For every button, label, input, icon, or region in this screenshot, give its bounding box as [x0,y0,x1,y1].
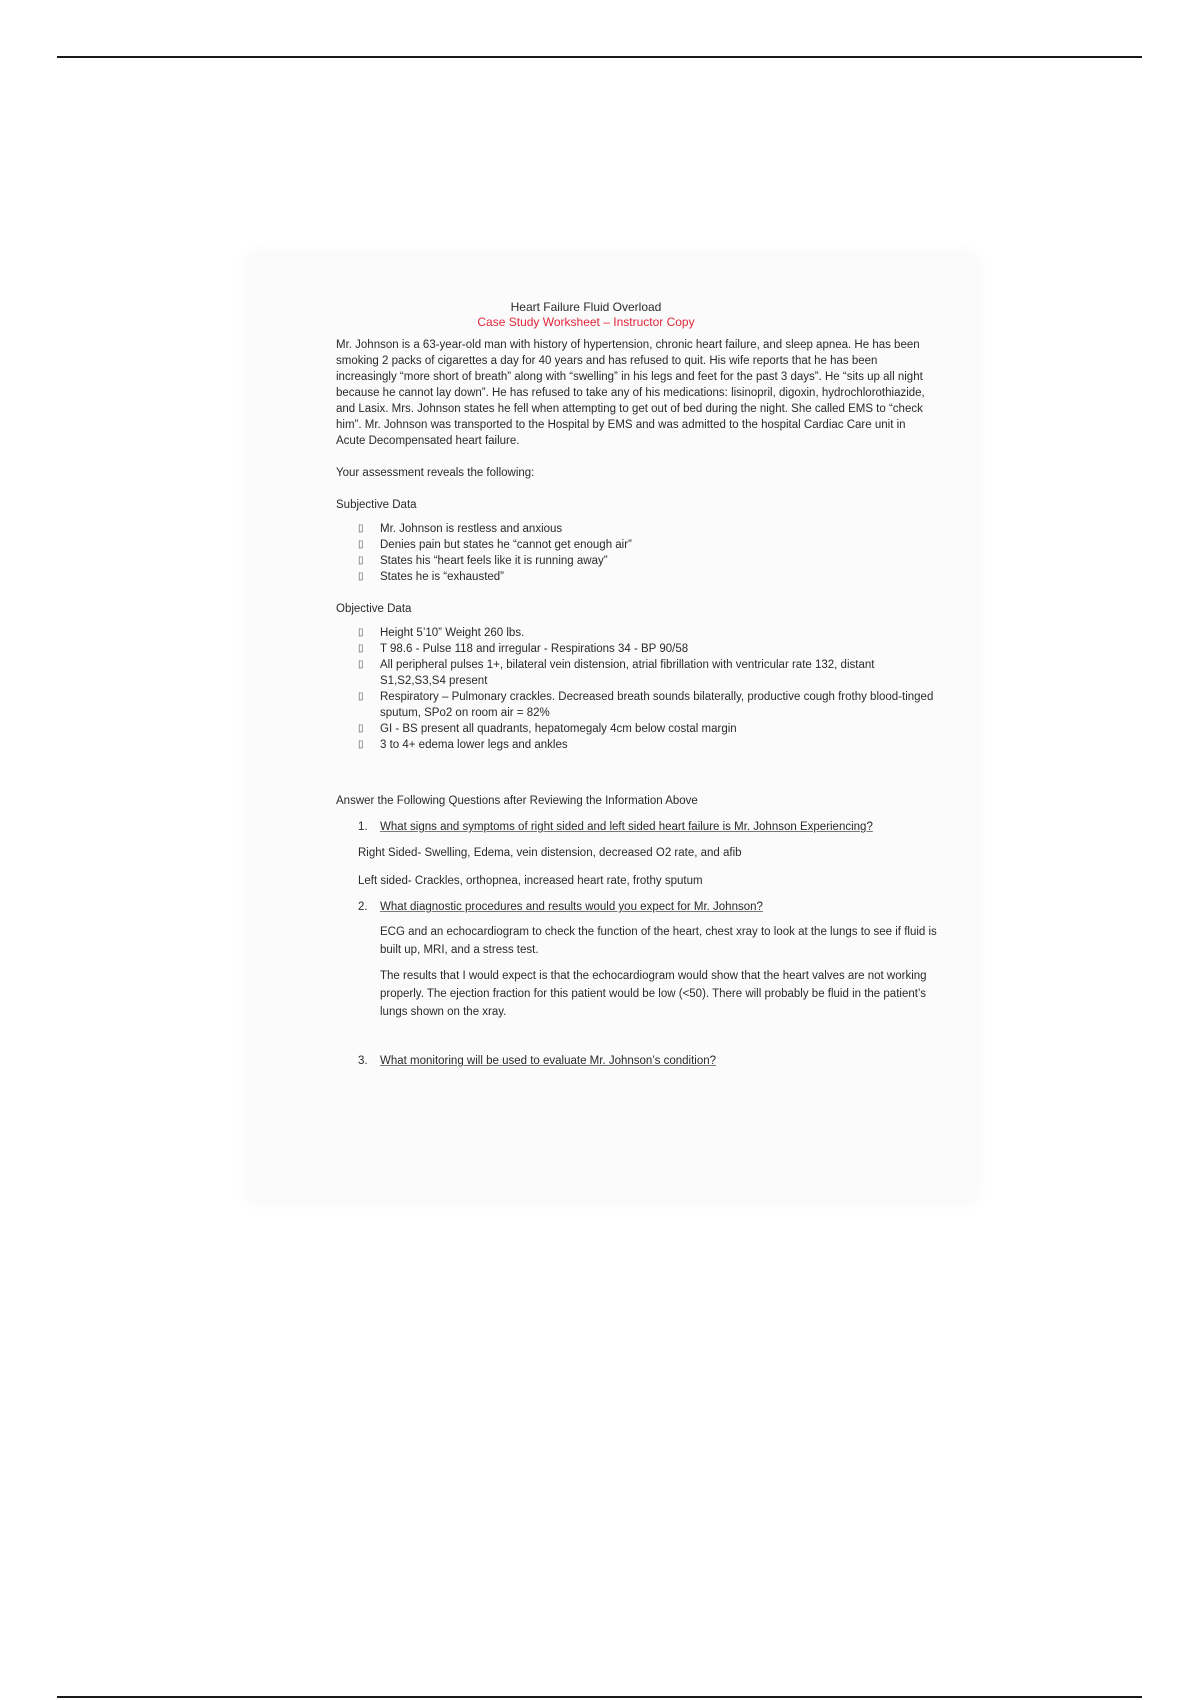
bullet-icon: ▯ [358,523,364,534]
bullet-icon: ▯ [358,627,364,638]
bullet-icon: ▯ [358,739,364,750]
list-item: ▯ Denies pain but states he “cannot get enough air” [358,539,632,551]
question-2 [336,899,956,915]
bullet-icon: ▯ [358,691,364,702]
question-number: 2. [358,901,368,913]
answer-paragraph: ECG and an echocardiogram to check the function of the heart, chest xray to look at the lungs to see if fluid is built up, MRI, and a stress test. [380,926,937,956]
page-top-rule [57,56,1142,58]
list-item: ▯ States his “heart feels like it is running away” [358,555,608,567]
objective-heading: Objective Data [336,603,412,615]
bullet-icon: ▯ [358,571,364,582]
bullet-icon: ▯ [358,659,364,670]
list-item: ▯ Mr. Johnson is restless and anxious [358,523,563,535]
questions-heading: Answer the Following Questions after Reviewing the Information Above [336,795,698,807]
bullet-icon: ▯ [358,555,364,566]
question-number: 3. [358,1055,368,1067]
list-item: ▯ Respiratory – Pulmonary crackles. Decreased breath sounds bilaterally, productive cough frothy blood-tinged sputum, SPo2 on room air = 82% [358,691,934,719]
case-intro-paragraph: Mr. Johnson is a 63-year-old man with history of hypertension, chronic heart failure, and sleep apnea. He has been smoking 2 packs of cigarettes a day for 40 years and has refused to quit. His wife reports that he has been increasingly “more short of breath” along with “swelling” in his legs and feet for the past 3 days”. He “sits up all night because he cannot lay down”. He has refused to take any of his medications: lisinopril, digoxin, hydrochlorothiazide, and Lasix. Mrs. Johnson states he fell when attempting to get out of bed during the night. She called EMS to “check him”. Mr. Johnson was transported to the Hospital by EMS and was admitted to the hospital Cardiac Care unit in Acute Decompensated heart failure. [336,339,925,447]
document-title: Heart Failure Fluid Overload [510,300,662,314]
document-content [336,300,956,1069]
question-1 [336,819,956,835]
page-bottom-rule [57,1696,1142,1698]
subjective-list [336,521,956,585]
question-text: What monitoring will be used to evaluate Mr. Johnson’s condition? [380,1055,717,1067]
list-item: ▯ Height 5’10” Weight 260 lbs. [358,627,525,639]
answer-paragraph: Left sided- Crackles, orthopnea, increased heart rate, frothy sputum [358,875,703,887]
answer-paragraph: Right Sided- Swelling, Edema, vein distension, decreased O2 rate, and afib [358,847,742,859]
bullet-icon: ▯ [358,643,364,654]
bullet-icon: ▯ [358,723,364,734]
list-item: ▯ States he is “exhausted” [358,571,505,583]
question-text: What diagnostic procedures and results would you expect for Mr. Johnson? [380,901,763,913]
question-number: 1. [358,821,368,833]
list-item: ▯ T 98.6 - Pulse 118 and irregular - Respirations 34 - BP 90/58 [358,643,689,655]
list-item: ▯ 3 to 4+ edema lower legs and ankles [358,739,568,751]
bullet-icon: ▯ [358,539,364,550]
document-subtitle: Case Study Worksheet – Instructor Copy [477,315,695,329]
list-item: ▯ GI - BS present all quadrants, hepatomegaly 4cm below costal margin [358,723,737,735]
subjective-heading: Subjective Data [336,499,417,511]
objective-list [336,625,956,753]
question-text: What signs and symptoms of right sided and left sided heart failure is Mr. Johnson Experiencing? [380,821,873,833]
question-3 [336,1053,956,1069]
answer-paragraph: The results that I would expect is that the echocardiogram would show that the heart valves are not working properly. The ejection fraction for this patient would be low (<50). There will probably be fluid in the patient’s lungs shown on the xray. [380,970,927,1018]
list-item: ▯ All peripheral pulses 1+, bilateral vein distension, atrial fibrillation with ventricular rate 132, distant S1,S2,S3,S4 present [358,659,875,687]
assessment-intro: Your assessment reveals the following: [336,467,535,479]
